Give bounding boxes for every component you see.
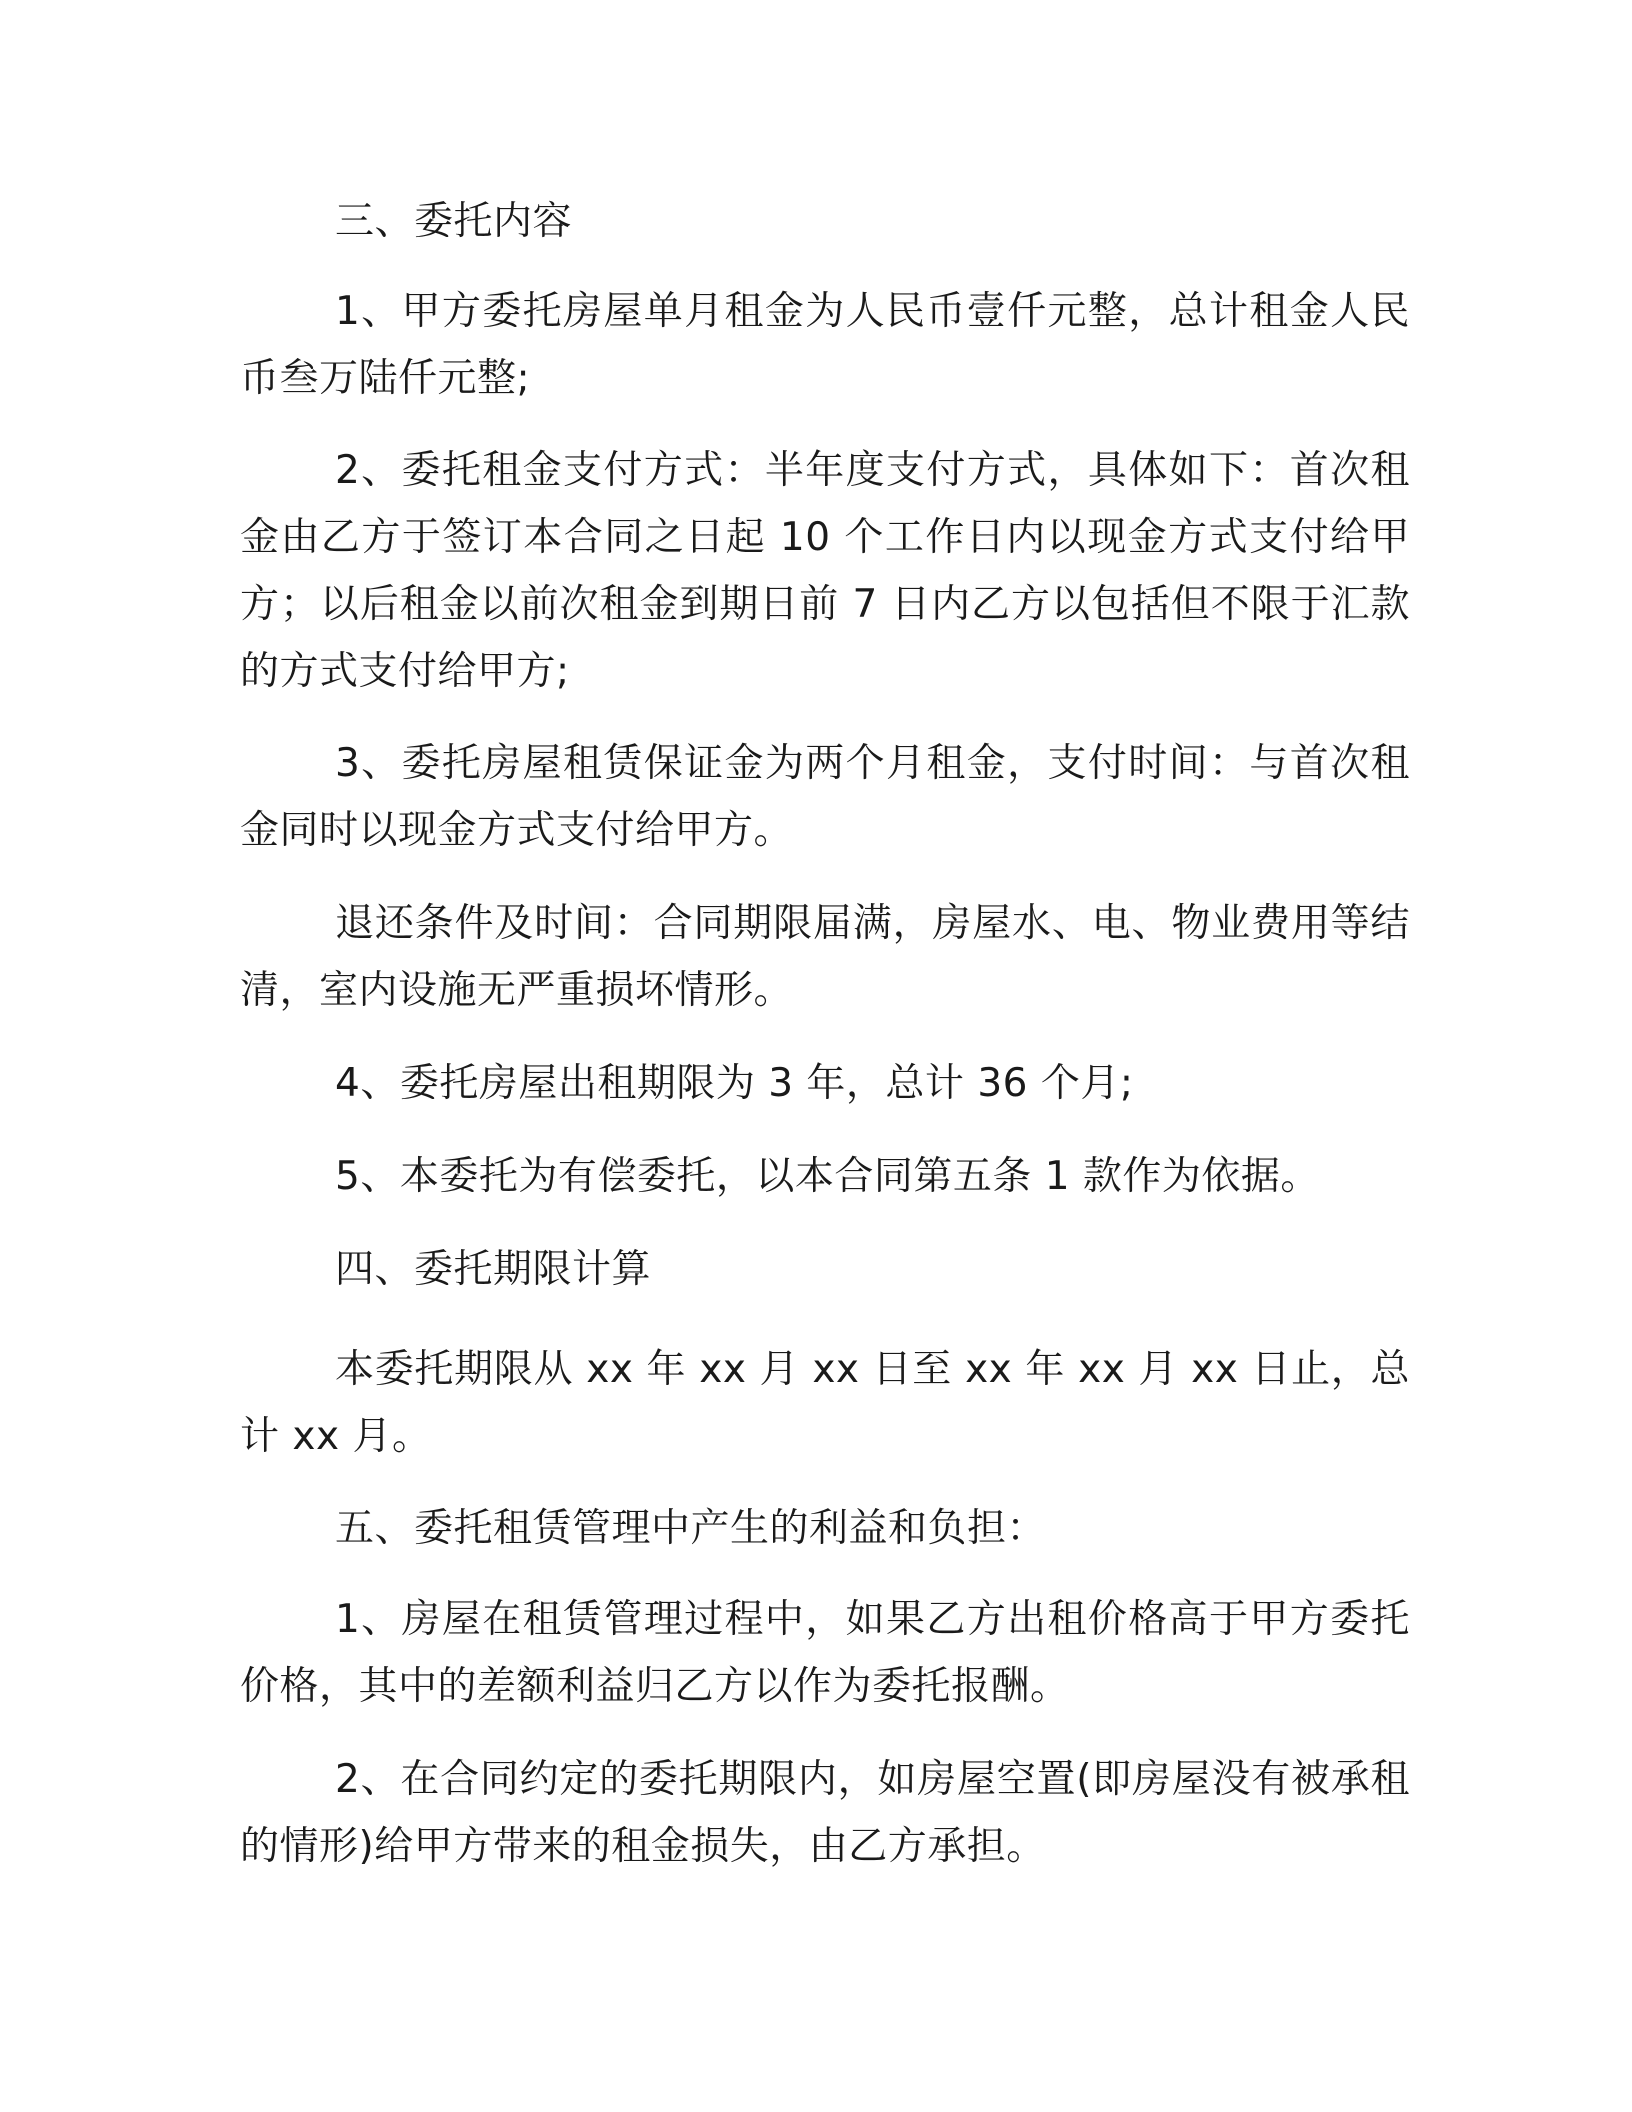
clause-5-1: 1、房屋在租赁管理过程中，如果乙方出租价格高于甲方委托价格，其中的差额利益归乙方以作为委托报酬。 <box>240 1597 1410 1709</box>
clause-3-2: 2、委托租金支付方式：半年度支付方式，具体如下：首次租金由乙方于签订本合同之日起 10 个工作日内以现金方式支付给甲方；以后租金以前次租金到期日前 7 日内乙方以包括但不限于汇款的方式支付给甲方; <box>240 448 1410 694</box>
term-calculation-clause: 本委托期限从 xx 年 xx 月 xx 日至 xx 年 xx 月 xx 日止，总计 xx 月。 <box>240 1347 1410 1459</box>
section-heading-4: 四、委托期限计算 <box>335 1247 652 1292</box>
section-heading-3: 三、委托内容 <box>335 199 573 244</box>
clause-3-5: 5、本委托为有偿委托，以本合同第五条 1 款作为依据。 <box>335 1154 1320 1199</box>
clause-3-4: 4、委托房屋出租期限为 3 年，总计 36 个月; <box>335 1061 1134 1106</box>
deposit-return-clause: 退还条件及时间：合同期限届满，房屋水、电、物业费用等结清，室内设施无严重损坏情形。 <box>240 901 1410 1013</box>
clause-3-3: 3、委托房屋租赁保证金为两个月租金，支付时间：与首次租金同时以现金方式支付给甲方。 <box>240 741 1410 853</box>
clause-5-2: 2、在合同约定的委托期限内，如房屋空置(即房屋没有被承租的情形)给甲方带来的租金损失，由乙方承担。 <box>240 1757 1410 1869</box>
section-heading-5: 五、委托租赁管理中产生的利益和负担： <box>335 1506 1047 1551</box>
clause-3-1: 1、甲方委托房屋单月租金为人民币壹仟元整，总计租金人民币叁万陆仟元整; <box>240 289 1410 401</box>
